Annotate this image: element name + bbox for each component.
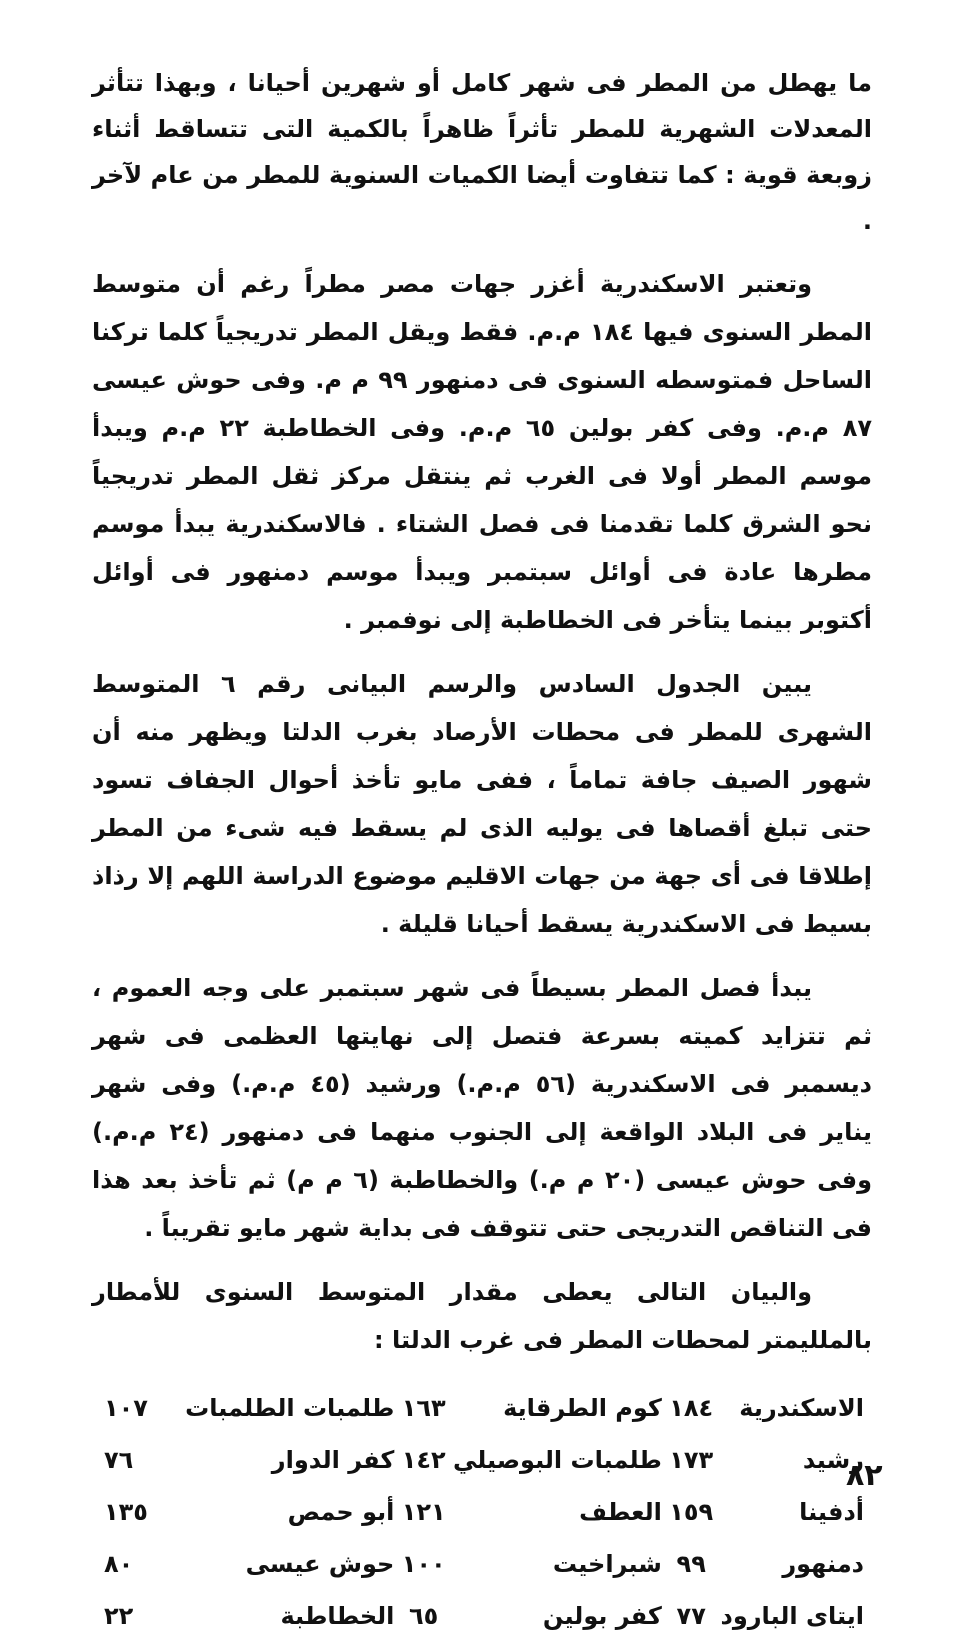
station-name: كوم الطرقاية (503, 1394, 662, 1422)
station-name: الخطاطبة (280, 1602, 395, 1630)
station-rainfall: ١٦٣ (401, 1394, 446, 1422)
paragraph-1: ما يهطل من المطر فى شهر كامل أو شهرين أحيانا ، وبهذا تتأثر المعدلات الشهرية للمطر تأثراً ظاهراً بالكمية التى تتساقط أثناء زوبعة قوية : كما تتفاوت أيضا الكميات السنوية للمطر من عام لآخر . (92, 69, 872, 235)
station-name: ايتاى البارود (720, 1602, 864, 1630)
station-rainfall: ٨٠ (104, 1550, 134, 1578)
station-rainfall: ٧٧ (676, 1602, 706, 1630)
station-rainfall: ١٤٢ (401, 1446, 446, 1474)
paragraph-4: يبدأ فصل المطر بسيطاً فى شهر سبتمبر على وجه العموم ، ثم تتزايد كميته بسرعة فتصل إلى نهايتها العظمى فى شهر ديسمبر فى الاسكندرية (٥٦ م.م.) ورشيد (٤٥ م.م.) وفى شهر يناير فى البلاد الواقعة إلى الجنوب منهما فى دمنهور (٢٤ م.م.) وفى حوش عيسى (٢٠ م م.) والخطاطبة (٦ م م) ثم تأخذ بعد هذا فى التناقص التدريجى حتى تتوقف فى بداية شهر مايو تقريباً . (92, 974, 872, 1242)
station-rainfall: ١٣٥ (104, 1498, 148, 1526)
paragraph-2: وتعتبر الاسكندرية أغزر جهات مصر مطراً رغم أن متوسط المطر السنوى فيها ١٨٤ م.م. فقط ويقل المطر تدريجياً كلما تركنا الساحل فمتوسطه السنوى فى دمنهور ٩٩ م م. وفى حوش عيسى ٨٧ م.م. وفى كفر بولين ٦٥ م.م. وفى الخطاطبة ٢٢ م.م ويبدأ موسم المطر أولا فى الغرب ثم ينتقل مركز ثقل المطر تدريجياً نحو الشرق كلما تقدمنا فى فصل الشتاء . فالاسكندرية يبدأ موسم مطرها عادة فى أوائل سبتمبر ويبدأ موسم دمنهور فى أوائل أكتوبر بينما يتأخر فى الخطاطبة إلى نوفمبر . (92, 270, 873, 634)
rainfall-table (104, 1382, 864, 1642)
table-row (104, 1382, 864, 1434)
page-body (92, 60, 872, 1642)
station-name: كفر الدوار (271, 1446, 395, 1474)
station-rainfall: ١٧٣ (669, 1446, 714, 1474)
station-name: كفر بولين (542, 1602, 662, 1630)
station-rainfall: ٢٢ (104, 1602, 134, 1630)
page-number: ٨٢ (846, 1458, 883, 1493)
paragraph-5: والبيان التالى يعطى مقدار المتوسط السنوى للأمطار بالملليمتر لمحطات المطر فى غرب الدلتا : (92, 1278, 872, 1354)
station-rainfall: ٦٥ (409, 1602, 439, 1630)
station-name: دمنهور (782, 1550, 864, 1578)
station-rainfall: ١٨٤ (669, 1394, 714, 1422)
station-name: العطف (579, 1498, 662, 1526)
station-rainfall: ١٠٧ (104, 1394, 148, 1422)
station-rainfall: ٧٦ (104, 1446, 134, 1474)
station-name: شبراخيت (552, 1550, 662, 1578)
station-rainfall: ١٥٩ (669, 1498, 714, 1526)
rainfall-table-wrapper (104, 1382, 864, 1642)
table-row (104, 1486, 864, 1538)
station-rainfall: ١٢١ (401, 1498, 446, 1526)
station-name: طلمبات الطلمبات (185, 1394, 395, 1422)
station-name: حوش عيسى (245, 1550, 395, 1578)
station-name: رشيد (802, 1446, 864, 1474)
table-row (104, 1590, 864, 1642)
station-name: طلمبات البوصيلي (452, 1446, 662, 1474)
station-name: أبو حمص (287, 1498, 395, 1526)
table-row (104, 1434, 864, 1486)
table-row (104, 1538, 864, 1590)
station-rainfall: ٩٩ (676, 1550, 706, 1578)
station-name: الاسكندرية (739, 1394, 864, 1422)
station-name: أدفينا (799, 1498, 864, 1526)
station-rainfall: ١٠٠ (401, 1550, 446, 1578)
paragraph-3: يبين الجدول السادس والرسم البيانى رقم ٦ المتوسط الشهرى للمطر فى محطات الأرصاد بغرب الدلتا ويظهر منه أن شهور الصيف جافة تماماً ، ففى مايو تأخذ أحوال الجفاف تسود حتى تبلغ أقصاها فى يوليه الذى لم يسقط فيه شىء من المطر إطلاقا فى أى جهة من جهات الاقليم موضوع الدراسة اللهم إلا رذاذ بسيط فى الاسكندرية يسقط أحيانا قليلة . (92, 670, 872, 938)
